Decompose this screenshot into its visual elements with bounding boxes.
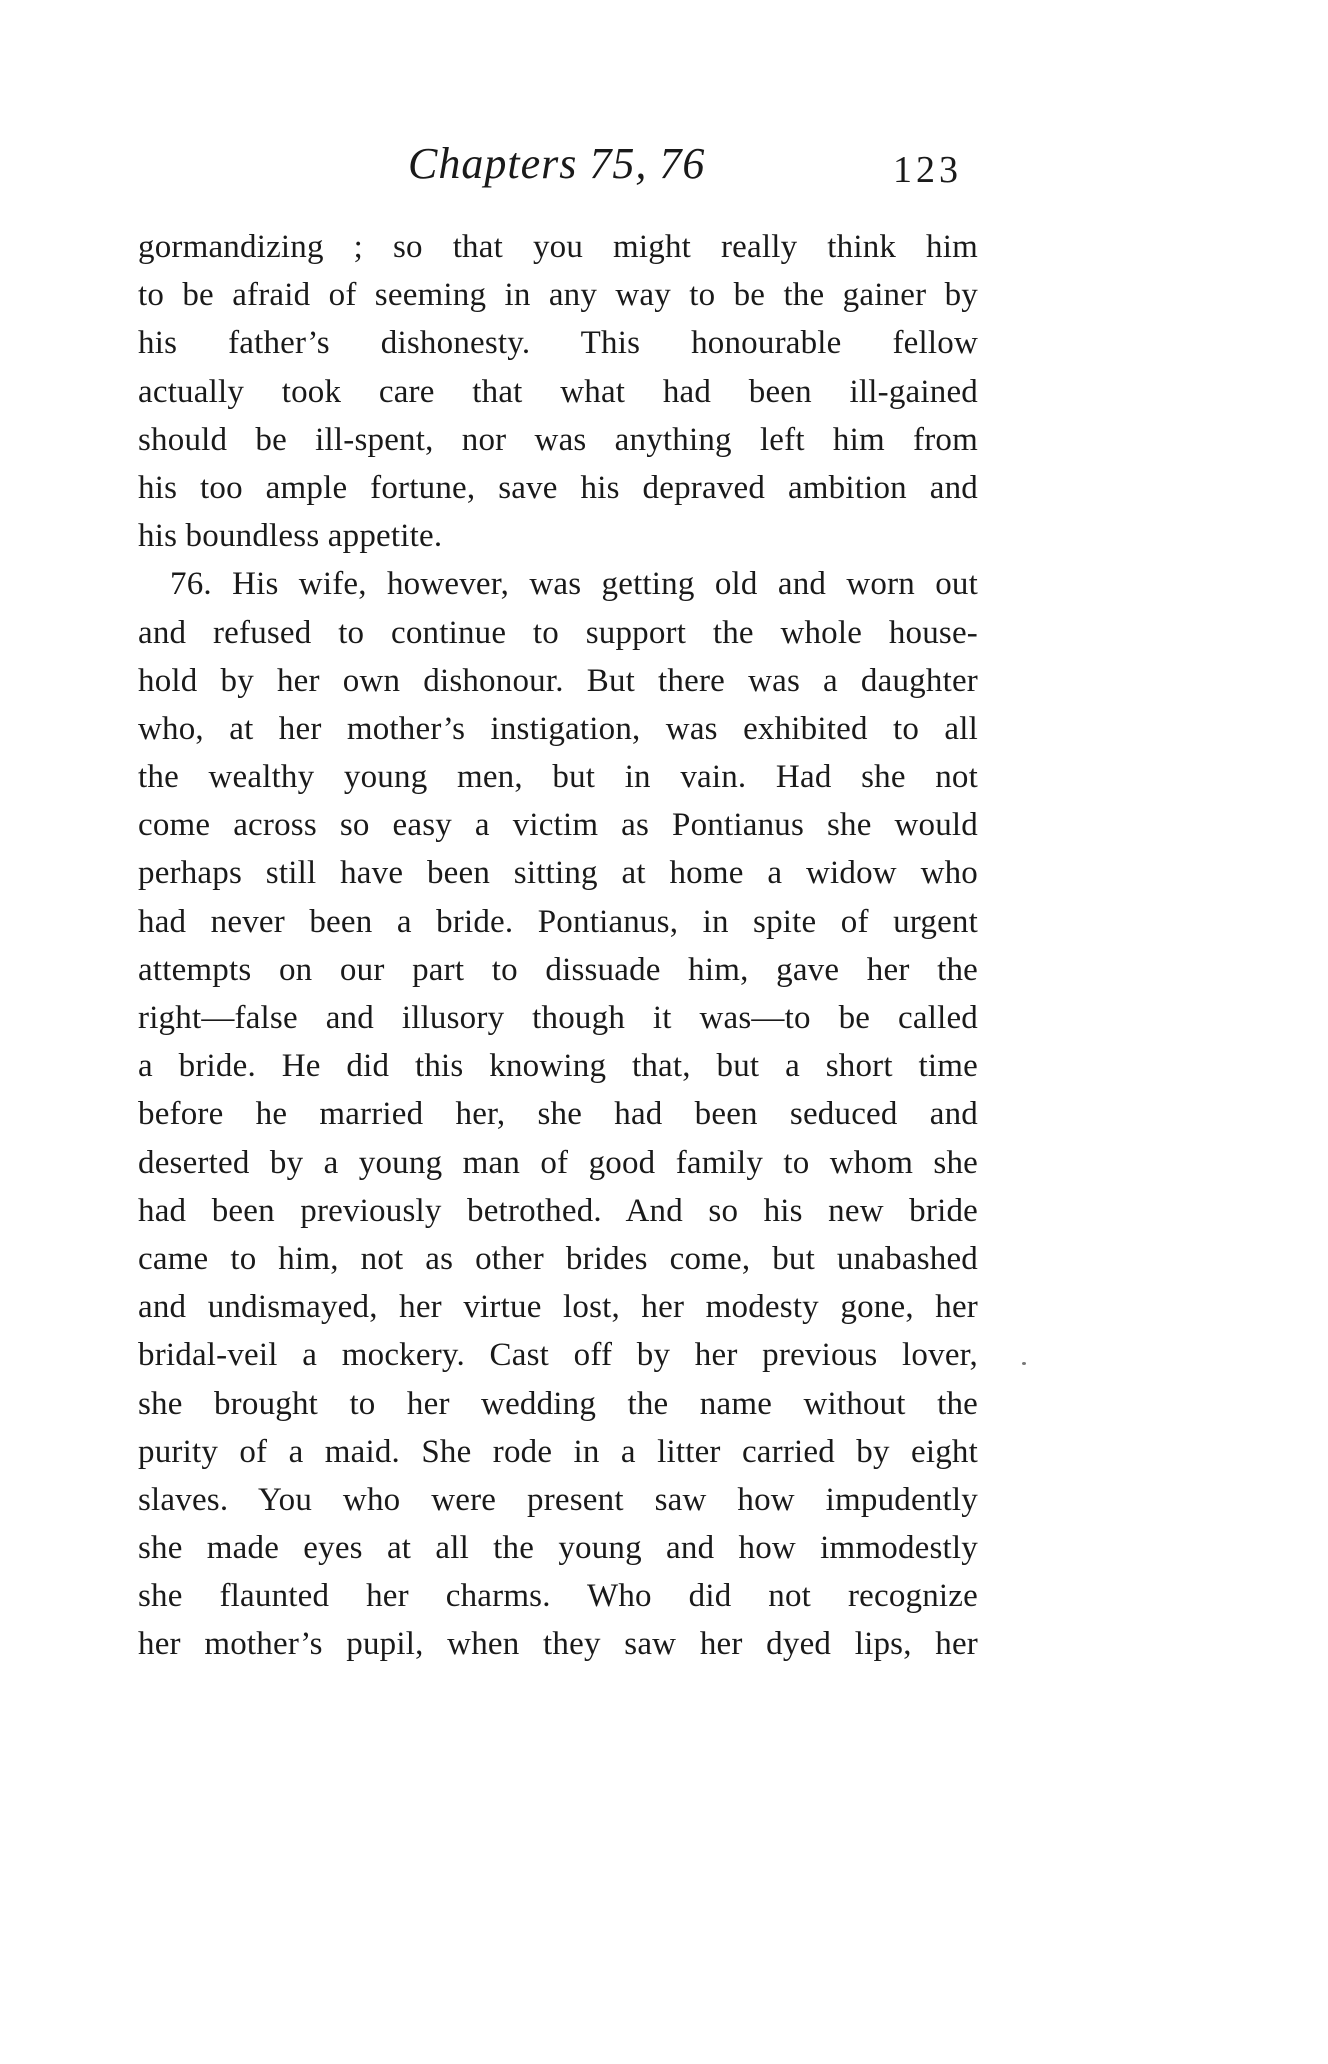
text-line: purity of a maid. She rode in a litter carried by eight	[138, 1433, 978, 1470]
running-title: Chapters 75, 76	[408, 139, 706, 188]
text-line: to be afraid of seeming in any way to be the gainer by	[138, 277, 978, 314]
text-line: and undismayed, her virtue lost, her modesty gone, her	[138, 1289, 978, 1326]
text-line: slaves. You who were present saw how impudently	[138, 1481, 978, 1518]
text-line: gormandizing ; so that you might really think him	[138, 229, 978, 265]
text-line: actually took care that what had been ill-gained	[138, 373, 978, 410]
text-line: she flaunted her charms. Who did not recognize	[138, 1578, 978, 1615]
text-line: deserted by a young man of good family to whom she	[138, 1144, 978, 1181]
text-line: bridal-veil a mockery. Cast off by her previous lover,	[138, 1337, 978, 1374]
text-line: came to him, not as other brides come, but unabashed	[138, 1240, 978, 1277]
text-line: before he married her, she had been seduced and	[138, 1096, 978, 1133]
text-line: she made eyes at all the young and how immodestly	[138, 1530, 978, 1567]
text-line: right—false and illusory though it was—to be called	[138, 1000, 978, 1036]
text-line: who, at her mother’s instigation, was exhibited to all	[138, 710, 978, 747]
text-line: attempts on our part to dissuade him, gave her the	[138, 951, 978, 988]
text-line: had never been a bride. Pontianus, in spite of urgent	[138, 903, 978, 940]
page-number: 123	[893, 149, 962, 191]
text-line: should be ill-spent, nor was anything left him from	[138, 421, 978, 458]
running-head	[0, 138, 1328, 198]
text-line: his too ample fortune, save his depraved ambition and	[138, 469, 978, 506]
text-line: perhaps still have been sitting at home a widow who	[138, 855, 978, 892]
text-line: a bride. He did this knowing that, but a short time	[138, 1048, 978, 1085]
text-line: hold by her own dishonour. But there was a daughter	[138, 662, 978, 699]
text-line: she brought to her wedding the name without the	[138, 1385, 978, 1422]
text-line: her mother’s pupil, when they saw her dyed lips, her	[138, 1626, 978, 1663]
text-line: his father’s dishonesty. This honourable fellow	[138, 325, 978, 362]
body-text	[138, 223, 978, 1669]
section-start-line: 76. His wife, however, was getting old and worn out	[170, 566, 978, 603]
text-line: had been previously betrothed. And so his new bride	[138, 1192, 978, 1229]
text-line: come across so easy a victim as Pontianus she would	[138, 807, 978, 844]
text-line: his boundless appetite.	[138, 518, 443, 555]
text-line: the wealthy young men, but in vain. Had she not	[138, 759, 978, 796]
text-line: and refused to continue to support the whole house-	[138, 614, 978, 651]
margin-speck	[1022, 1362, 1026, 1365]
